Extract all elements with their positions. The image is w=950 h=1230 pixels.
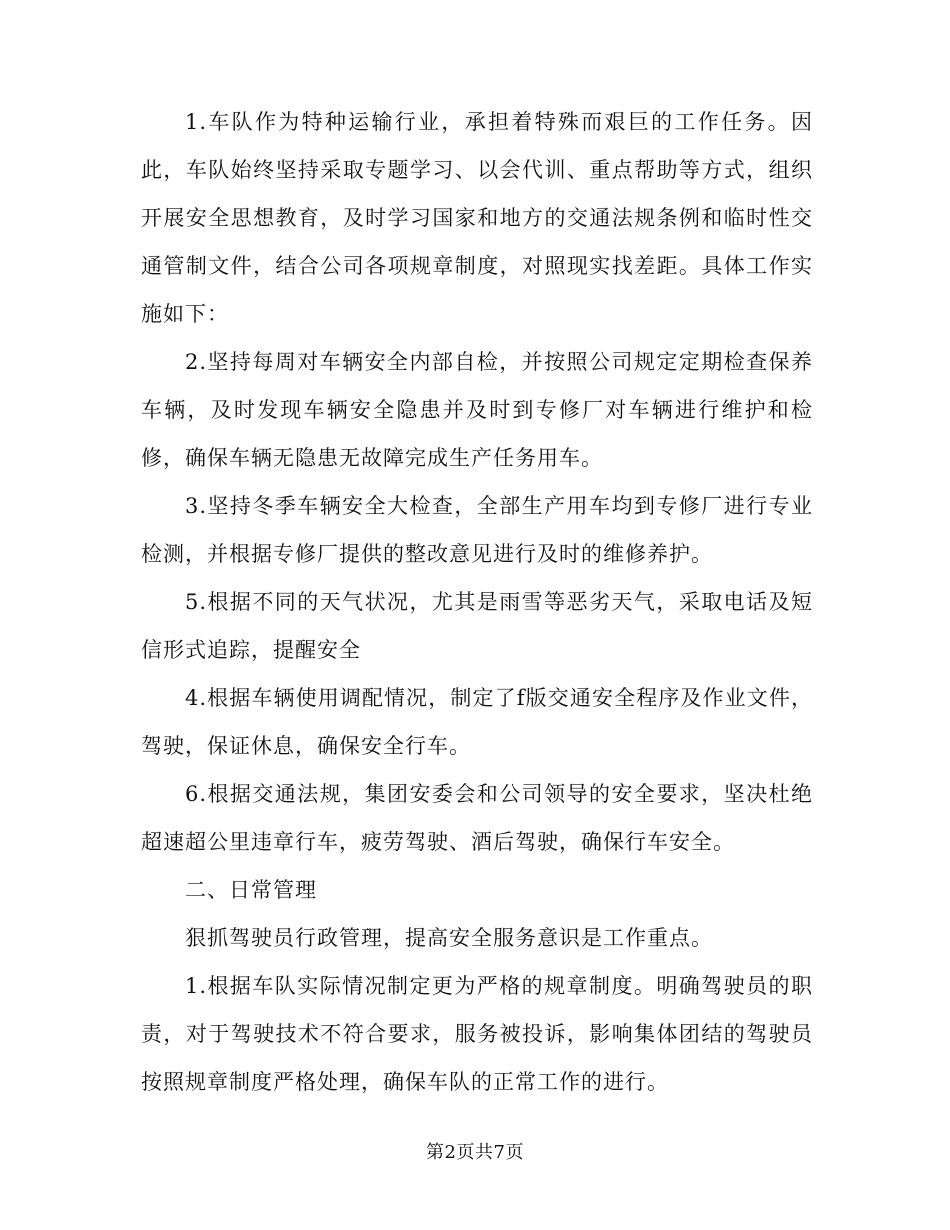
paragraph-4: 5.根据不同的天气状况，尤其是雨雪等恶劣天气，采取电话及短信形式追踪，提醒安全 xyxy=(141,590,813,662)
paragraph-8: 1.根据车队实际情况制定更为严格的规章制度。明确驾驶员的职责，对于驾驶技术不符合要求，服务被投诉，影响集体团结的驾驶员按照规章制度严格处理，确保车队的正常工作的进行。 xyxy=(141,974,813,1094)
paragraph-5: 4.根据车辆使用调配情况，制定了f版交通安全程序及作业文件，驾驶，保证休息，确保安全行车。 xyxy=(141,686,813,758)
paragraph-2: 2.坚持每周对车辆安全内部自检，并按照公司规定定期检查保养车辆，及时发现车辆安全隐患并及时到专修厂对车辆进行维护和检修，确保车辆无隐患无故障完成生产任务用车。 xyxy=(141,350,813,470)
paragraph-6: 6.根据交通法规，集团安委会和公司领导的安全要求，坚决杜绝超速超公里违章行车，疲劳驾驶、酒后驾驶，确保行车安全。 xyxy=(141,782,813,854)
paragraph-1: 1.车队作为特种运输行业，承担着特殊而艰巨的工作任务。因此，车队始终坚持采取专题学习、以会代训、重点帮助等方式，组织开展安全思想教育，及时学习国家和地方的交通法规条例和临时性交通管制文件，结合公司各项规章制度，对照现实找差距。具体工作实施如下： xyxy=(141,110,813,326)
document-body xyxy=(141,98,813,1106)
paragraph-7: 狠抓驾驶员行政管理，提高安全服务意识是工作重点。 xyxy=(185,926,713,950)
paragraph-3: 3.坚持冬季车辆安全大检查，全部生产用车均到专修厂进行专业检测，并根据专修厂提供的整改意见进行及时的维修养护。 xyxy=(141,494,813,566)
section-heading: 二、日常管理 xyxy=(185,878,317,902)
page-number: 第2页共7页 xyxy=(426,1142,524,1163)
